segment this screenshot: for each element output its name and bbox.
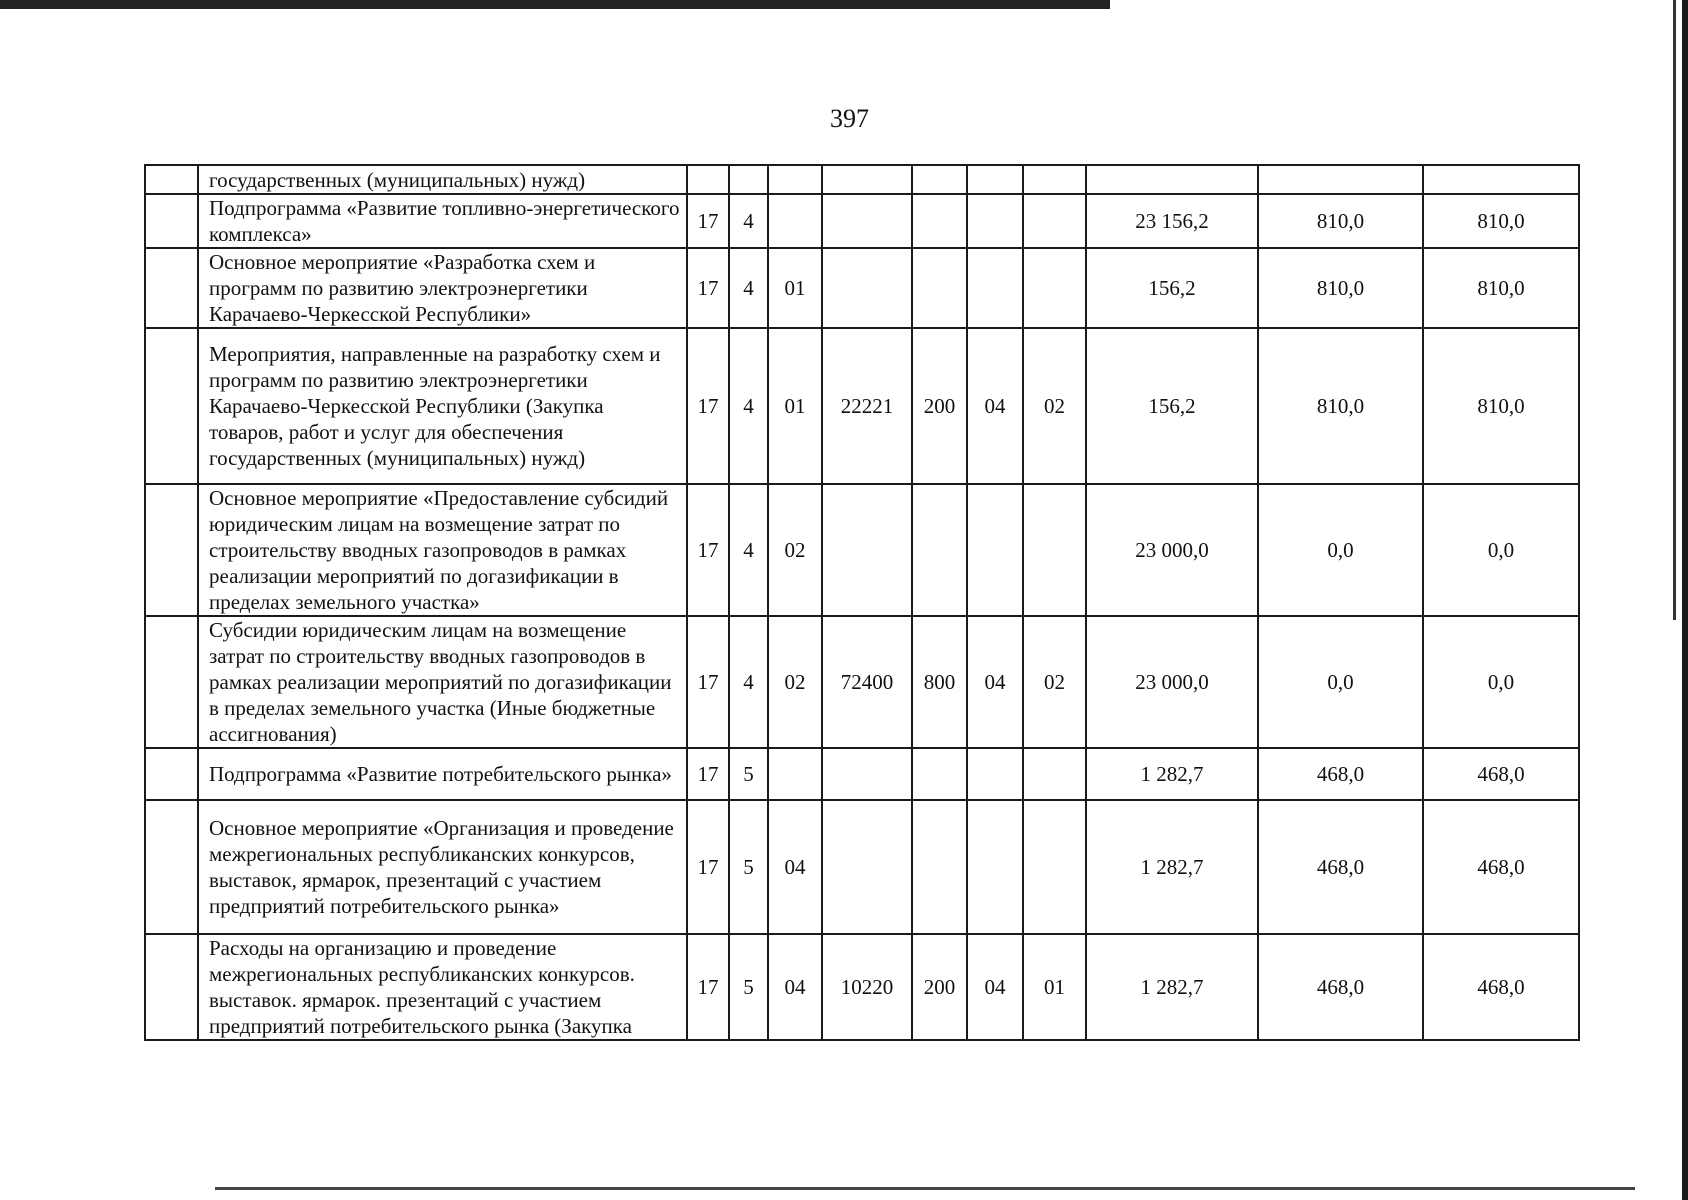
code-cell-3: 04 bbox=[768, 934, 822, 1040]
row-number-cell bbox=[145, 165, 198, 194]
code-cell-1 bbox=[687, 165, 729, 194]
code-cell-5 bbox=[912, 194, 967, 248]
table-row bbox=[145, 748, 1579, 800]
code-cell-4 bbox=[822, 248, 912, 328]
code-cell-6 bbox=[967, 248, 1023, 328]
code-cell-1: 17 bbox=[687, 934, 729, 1040]
code-cell-7 bbox=[1023, 748, 1086, 800]
code-cell-1: 17 bbox=[687, 616, 729, 748]
description-cell: Подпрограмма «Развитие потребительского рынка» bbox=[198, 748, 687, 800]
amount-cell-3: 0,0 bbox=[1423, 616, 1579, 748]
code-cell-2: 4 bbox=[729, 616, 768, 748]
code-cell-3 bbox=[768, 194, 822, 248]
code-cell-2: 4 bbox=[729, 194, 768, 248]
amount-cell-1: 23 000,0 bbox=[1086, 616, 1258, 748]
code-cell-5: 800 bbox=[912, 616, 967, 748]
description-cell: Субсидии юридическим лицам на возмещение затрат по строительству вводных газопроводов в рамках реализации мероприятий по догазификации в пределах земельного участка (Иные бюджетные ассигнования) bbox=[198, 616, 687, 748]
amount-cell-2: 0,0 bbox=[1258, 484, 1423, 616]
code-cell-7: 02 bbox=[1023, 616, 1086, 748]
amount-cell-2: 468,0 bbox=[1258, 934, 1423, 1040]
scan-edge-right bbox=[1682, 0, 1688, 1200]
amount-cell-1: 1 282,7 bbox=[1086, 800, 1258, 934]
code-cell-1: 17 bbox=[687, 328, 729, 484]
row-number-cell bbox=[145, 194, 198, 248]
scan-edge-top bbox=[0, 0, 1110, 9]
code-cell-3: 02 bbox=[768, 484, 822, 616]
code-cell-6 bbox=[967, 800, 1023, 934]
amount-cell-2: 810,0 bbox=[1258, 194, 1423, 248]
table-row bbox=[145, 616, 1579, 748]
code-cell-6 bbox=[967, 484, 1023, 616]
amount-cell-3: 468,0 bbox=[1423, 934, 1579, 1040]
code-cell-5 bbox=[912, 248, 967, 328]
code-cell-1: 17 bbox=[687, 484, 729, 616]
code-cell-1: 17 bbox=[687, 194, 729, 248]
code-cell-2: 5 bbox=[729, 800, 768, 934]
amount-cell-3: 0,0 bbox=[1423, 484, 1579, 616]
code-cell-7 bbox=[1023, 484, 1086, 616]
row-number-cell bbox=[145, 616, 198, 748]
code-cell-2: 4 bbox=[729, 328, 768, 484]
code-cell-4 bbox=[822, 194, 912, 248]
code-cell-3: 01 bbox=[768, 248, 822, 328]
code-cell-5 bbox=[912, 800, 967, 934]
code-cell-4 bbox=[822, 484, 912, 616]
table-row bbox=[145, 934, 1579, 1040]
page-number: 397 bbox=[830, 104, 869, 133]
code-cell-7 bbox=[1023, 165, 1086, 194]
amount-cell-3: 468,0 bbox=[1423, 748, 1579, 800]
code-cell-5: 200 bbox=[912, 934, 967, 1040]
code-cell-5: 200 bbox=[912, 328, 967, 484]
scan-edge-right-inner bbox=[1673, 0, 1676, 620]
amount-cell-1: 23 156,2 bbox=[1086, 194, 1258, 248]
code-cell-3: 02 bbox=[768, 616, 822, 748]
amount-cell-2: 468,0 bbox=[1258, 800, 1423, 934]
code-cell-4: 10220 bbox=[822, 934, 912, 1040]
description-cell: Подпрограмма «Развитие топливно-энергетического комплекса» bbox=[198, 194, 687, 248]
description-cell: Расходы на организацию и проведение межрегиональных республиканских конкурсов. выставок. ярмарок. презентаций с участием предприятий потребительского рынка (Закупка bbox=[198, 934, 687, 1040]
budget-table bbox=[144, 164, 1580, 1041]
amount-cell-2: 0,0 bbox=[1258, 616, 1423, 748]
amount-cell-3: 810,0 bbox=[1423, 328, 1579, 484]
code-cell-1: 17 bbox=[687, 800, 729, 934]
code-cell-4 bbox=[822, 800, 912, 934]
row-number-cell bbox=[145, 934, 198, 1040]
code-cell-1: 17 bbox=[687, 748, 729, 800]
amount-cell-3: 810,0 bbox=[1423, 248, 1579, 328]
row-number-cell bbox=[145, 748, 198, 800]
amount-cell-1: 1 282,7 bbox=[1086, 748, 1258, 800]
table-row bbox=[145, 484, 1579, 616]
row-number-cell bbox=[145, 328, 198, 484]
code-cell-2: 4 bbox=[729, 484, 768, 616]
amount-cell-1: 1 282,7 bbox=[1086, 934, 1258, 1040]
code-cell-6: 04 bbox=[967, 934, 1023, 1040]
table-row bbox=[145, 165, 1579, 194]
code-cell-1: 17 bbox=[687, 248, 729, 328]
code-cell-7 bbox=[1023, 194, 1086, 248]
description-cell: Основное мероприятие «Разработка схем и программ по развитию электроэнергетики Карачаево-Черкесской Республики» bbox=[198, 248, 687, 328]
amount-cell-2: 810,0 bbox=[1258, 328, 1423, 484]
amount-cell-3: 468,0 bbox=[1423, 800, 1579, 934]
description-cell: государственных (муниципальных) нужд) bbox=[198, 165, 687, 194]
scan-edge-bottom bbox=[215, 1187, 1635, 1190]
code-cell-6 bbox=[967, 165, 1023, 194]
code-cell-6 bbox=[967, 748, 1023, 800]
amount-cell-3 bbox=[1423, 165, 1579, 194]
amount-cell-2: 810,0 bbox=[1258, 248, 1423, 328]
code-cell-6: 04 bbox=[967, 328, 1023, 484]
code-cell-5 bbox=[912, 165, 967, 194]
code-cell-7 bbox=[1023, 800, 1086, 934]
code-cell-2 bbox=[729, 165, 768, 194]
code-cell-6 bbox=[967, 194, 1023, 248]
table-row bbox=[145, 328, 1579, 484]
code-cell-7 bbox=[1023, 248, 1086, 328]
code-cell-2: 5 bbox=[729, 748, 768, 800]
row-number-cell bbox=[145, 800, 198, 934]
code-cell-3 bbox=[768, 165, 822, 194]
amount-cell-1 bbox=[1086, 165, 1258, 194]
description-cell: Мероприятия, направленные на разработку схем и программ по развитию электроэнергетики Карачаево-Черкесской Республики (Закупка товаров, работ и услуг для обеспечения государственных (муниципальных) нужд) bbox=[198, 328, 687, 484]
code-cell-4 bbox=[822, 165, 912, 194]
table-row bbox=[145, 194, 1579, 248]
amount-cell-2: 468,0 bbox=[1258, 748, 1423, 800]
amount-cell-1: 23 000,0 bbox=[1086, 484, 1258, 616]
code-cell-4: 72400 bbox=[822, 616, 912, 748]
amount-cell-1: 156,2 bbox=[1086, 248, 1258, 328]
code-cell-3 bbox=[768, 748, 822, 800]
description-cell: Основное мероприятие «Предоставление субсидий юридическим лицам на возмещение затрат по строительству вводных газопроводов в рамках реализации мероприятий по догазификации в пределах земельного участка» bbox=[198, 484, 687, 616]
row-number-cell bbox=[145, 248, 198, 328]
code-cell-5 bbox=[912, 748, 967, 800]
amount-cell-2 bbox=[1258, 165, 1423, 194]
table-row bbox=[145, 800, 1579, 934]
code-cell-7: 02 bbox=[1023, 328, 1086, 484]
code-cell-6: 04 bbox=[967, 616, 1023, 748]
row-number-cell bbox=[145, 484, 198, 616]
amount-cell-1: 156,2 bbox=[1086, 328, 1258, 484]
code-cell-5 bbox=[912, 484, 967, 616]
code-cell-2: 4 bbox=[729, 248, 768, 328]
description-cell: Основное мероприятие «Организация и проведение межрегиональных республиканских конкурсов, выставок, ярмарок, презентаций с участием предприятий потребительского рынка» bbox=[198, 800, 687, 934]
amount-cell-3: 810,0 bbox=[1423, 194, 1579, 248]
code-cell-4 bbox=[822, 748, 912, 800]
code-cell-2: 5 bbox=[729, 934, 768, 1040]
table-row bbox=[145, 248, 1579, 328]
code-cell-3: 01 bbox=[768, 328, 822, 484]
code-cell-7: 01 bbox=[1023, 934, 1086, 1040]
code-cell-3: 04 bbox=[768, 800, 822, 934]
code-cell-4: 22221 bbox=[822, 328, 912, 484]
